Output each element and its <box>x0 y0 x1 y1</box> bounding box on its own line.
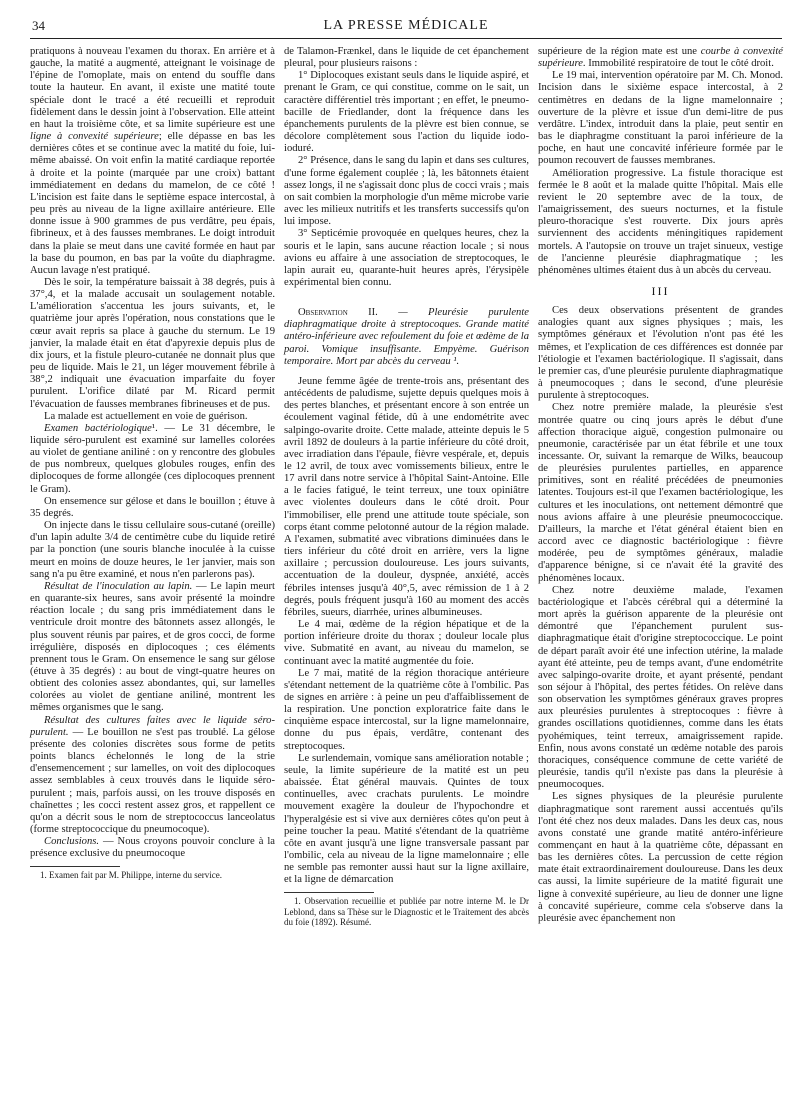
footnote-divider <box>284 892 374 893</box>
paragraph: Chez notre deuxième malade, l'examen bactériologique et l'abcès cérébral qui a déterminé la mort après la guérison apparente de la pleurésie ont démontré que l'épanchement purulent sus-diaphragmatique était d'origine streptococcique. Le point de départ paraît avoir été une infection utérine, la malade ayant été atteinte, peu de temps avant, d'une endométrite avec salpingo-ovarite droite, et ayant présenté, pendant son séjour à l'hôpital, des pertes fétides. On relève dans son observation les symptômes généraux graves propres aux pleurésies purulentes à streptocoques : fièvre à grandes oscillations quotidiennes, comme dans les états pyohémiques, teint terreux, amaigrissement rapide. Enfin, nous avons constaté un œdème notable des parois thoraciques, conséquence commune de cette variété de pleurésie, tandis qu'il n'existe pas dans la pleurésie à pneumocoques. <box>538 584 783 791</box>
paragraph: Le 7 mai, matité de la région thoracique antérieure s'étendant nettement de la quatrième côte à l'ombilic. Pas de signes en arrière : à peine un peu d'affaiblissement de la respiration. Une ponction exploratrice faite dans le cinquième espace intercostal, sur la ligne mamelonnaire, donne du pus épais, verdâtre, contenant des streptocoques. <box>284 667 529 752</box>
paragraph: supérieure de la région mate est une courbe à convexité supérieure. Immobilité respiratoire de tout le côté droit. <box>538 46 783 70</box>
paragraph: La malade est actuellement en voie de guérison. <box>44 410 248 422</box>
paragraph: Ces deux observations présentent de grandes analogies quant aux signes physiques ; mais, les symptômes généraux et l'évolution n'ont pas été les mêmes, et l'explication de ces différences est donnée par l'étiologie et l'examen bactériologique. Il s'agissait, dans le premier cas, d'une pleurésie purulente diaphragmatique à pneumocoques ; dans le second, d'une pleurésie purulente à streptocoques. <box>538 305 783 402</box>
paragraph: Examen bactériologique¹. — Le 31 décembre, le liquide séro-purulent est examiné sur lamelles colorées au violet de gentiane aniliné : on y rencontre des globules de pus nombreux, quelques globules rouges, enfin des diplocoques de forme allongée (ces diplocoques prennent le Gram). <box>30 422 275 495</box>
paragraph: pratiquons à nouveau l'examen du thorax. En arrière et à gauche, la matité a augmenté, atteignant le voisinage de l'épine de l'omoplate, mais on entend du souffle dans toute la hauteur. En avant, il existe une matité toute spéciale dont le tracé a été recueilli et reproduit fidèlement dans le dessin joint à l'observation. Elle atteint en haut la troisième côte, et sa limite supérieure est une ligne à convexité supérieure; elle dépasse en bas les dernières côtes et se continue avec la matité du foie, lui-même abaissé. On voit enfin la matité cardiaque reportée à droite et la pointe (marquée par une croix) battant immédiatement en dedans du mamelon, de ce côté ! L'incision est faite dans le septième espace intercostal, à peu près au niveau de la ligne axillaire antérieure. Elle donne issue à 900 grammes de pus verdâtre, peu épais, fibrineux, et à des fausses membranes. Le doigt introduit dans la plaie se meut dans une cavité formée en haut par la base du poumon, en bas par la voûte du diaphragme. Aucun lavage n'est pratiqué. <box>30 46 275 276</box>
paragraph: de Talamon-Frænkel, dans le liquide de cet épanchement pleural, pour plusieurs raisons : <box>284 46 529 70</box>
column-left <box>30 46 275 881</box>
journal-title: LA PRESSE MÉDICALE <box>323 18 489 33</box>
paragraph: On injecte dans le tissu cellulaire sous-cutané (oreille) d'un lapin adulte 3/4 de centimètre cube du liquide retiré par la ponction (une souris blanche inoculée à la cuisse meurt en moins de douze heures, le 1er janvier, mais son sang n'a pu être examiné, et nous n'en parlerons pas). <box>30 520 275 580</box>
paragraph: Les signes physiques de la pleurésie purulente diaphragmatique sont rarement aussi accentués qu'ils l'ont été chez nos deux malades. Dans les deux cas, nous avons constaté une grande matité antéro-inférieure commençant en haut à la quatrième côte, dépassant en bas les dernières côtes. La percussion de cette région mate était extraordinairement douloureuse. Dans les deux cas aussi, la limite supérieure de la matité figurait une ligne à convexité supérieure, au lieu de donner une ligne à concavité supérieure, comme cela s'observe dans la pleurésie avec épanchement non <box>538 791 783 924</box>
paragraph: Le surlendemain, vomique sans amélioration notable ; seule, la limite supérieure de la matité est un peu abaissée. État général mauvais. Quintes de toux continuelles, avec crachats purulents. Le moindre mouvement exagère la douleur de l'hypochondre et l'hyperalgésie est si vive aux dernières côtes qu'on peut à peine toucher la peau. Matité s'étendant de la quatrième côte en avant jusqu'à une ligne transversale passant par l'ombilic, cela au niveau de la ligne mamelonnaire ; elle ne semble pas remonter aussi haut sur la ligne axillaire, et la ligne de démarcation <box>284 752 529 886</box>
paragraph: Résultat de l'inoculation au lapin. — Le lapin meurt en quarante-six heures, sans avoir présenté la moindre réaction locale ; du sang pris immédiatement dans le ventricule droit montre des bâtonnets assez allongés, le plus souvent réunis par paires, et de gros cocci, de forme irrégulière, disposés en diplocoques ; ces éléments prennent tous le Gram. On ensemence le sang sur gélose (étuve à 35 degrés) : au bout de vingt-quatre heures on obtient des colonies assez abondantes, qui, sur lamelles colorées au violet de gentiane aniliné, montrent les mêmes organismes que le sang. <box>30 580 275 714</box>
column-right <box>538 46 783 925</box>
paragraph: Dès le soir, la température baissait à 38 degrés, puis à 37°,4, et la malade accusait un soulagement notable. L'amélioration s'accentua les jours suivants, et, le quatrième jour après l'opération, nous constations que le cœur avait repris sa place à gauche du sternum. Le 19 janvier, la malade était en état d'apyrexie depuis plus de dix jours, et la fistule pleuro-cutanée ne donnait plus que peu de liquide. Mais le 21, un léger mouvement fébrile à 38°,2 indiquait une évacuation imparfaite du foyer purulent. L'orifice dilaté par M. Ricard permit l'évacuation de fausses membranes fibrineuses et de pus. <box>30 276 275 410</box>
footnote: 1. Examen fait par M. Philippe, interne du service. <box>40 870 222 881</box>
paragraph: 2° Présence, dans le sang du lapin et dans ses cultures, d'une forme également couplée ; là, les bâtonnets étaient assez longs, il ne s'agissait donc plus de cocci vrais ; mais on sait combien la morphologie d'un même microbe varie avec les milieux nutritifs et les transferts successifs qu'on lui impose. <box>284 155 529 228</box>
column-middle <box>284 46 529 928</box>
page-number: 34 <box>32 18 45 33</box>
paragraph: On ensemence sur gélose et dans le bouillon ; étuve à 35 degrés. <box>30 495 275 519</box>
paragraph: Le 4 mai, œdème de la région hépatique et de la portion inférieure droite du thorax ; douleur locale plus vive. Submatité en avant, au niveau du mamelon, se continuant avec la matité augmentée du foie. <box>284 619 529 667</box>
paragraph: Conclusions. — Nous croyons pouvoir conclure à la présence exclusive du pneumocoque <box>30 836 275 860</box>
paragraph: Résultat des cultures faites avec le liquide séro-purulent. — Le bouillon ne s'est pas troublé. La gélose présente des colonies discrètes sous forme de petits points blancs échelonnés le long de la strie d'ensemencement ; sur lamelles, on voit des diplocoques assez semblables à ceux trouvés dans le liquide séro-purulent ; mais, parfois aussi, on les trouve disposés en chaînettes ; les cocci restent assez gros, et rappellent ce qu'on a décrit sous le nom de streptococcus lanceolatus (forme streptococcique du pneumocoque). <box>30 714 275 835</box>
page-header <box>30 14 782 39</box>
paragraph: 3° Septicémie provoquée en quelques heures, chez la souris et le lapin, sans aucune réaction locale ; si nous avions eu affaire à une association de streptocoques, le lapin aurait eu, quarante-huit heures après, l'érysipèle expérimental bien connu. <box>284 228 529 288</box>
section-number: III <box>651 283 670 298</box>
observation-heading: Observation II. — Pleurésie purulente diaphragmatique droite à streptocoques. Grande matité antéro-inférieure avec refoulement du foie et œdème de la paroi. Vomique insuffisante. Empyème. Guérison temporaire. Mort par abcès du cerveau ¹. <box>284 307 529 367</box>
footnote-divider <box>30 866 120 867</box>
paragraph: Jeune femme âgée de trente-trois ans, présentant des antécédents de paludisme, sujette depuis quelques mois à des pertes blanches, et présentant encore à son entrée un écoulement vaginal fétide, dû à une endométrite avec salpingo-ovarite droite. Cette malade, atteinte depuis le 5 avril 1892 de douleurs à la partie inférieure du côté droit, avec irradiation dans l'épaule, fièvre vespérale, et, depuis le 12 avril, de toux avec vomissements bilieux, entre le 17 avril dans notre service à l'hôpital Saint-Antoine. Elle a le facies fatigué, le teint terreux, une toux opiniâtre avec violentes douleurs dans le côté droit. Pour l'immobiliser, elle prend une attitude toute spéciale, son corps étant comme pelotonné autour de la région malade. A l'examen, submatité avec vibrations diminuées dans le tiers inférieur du côté droit en arrière, vers la ligne axillaire ; percussion douloureuse. Les jours suivants, accentuation de la douleur, dyspnée, anxiété, accès fébriles intenses jusqu'à 40°,5, avec rémission de 1 à 2 degrés, pouls fréquent jusqu'à 160 au moment des accès fébriles, sueurs, diarrhée, urines albumineuses. <box>284 375 529 618</box>
paragraph: Chez notre première malade, la pleurésie s'est montrée quatre ou cinq jours après le début d'une affection thoracique aiguë, congestion pulmonaire ou pneumonie, caractérisée par un état fébrile et une toux incessante. Or, suivant la remarque de Wilks, beaucoup de pleurésies purulentes partielles, en apparence primitives, sont en réalité précédées de pneumonies latentes. Toujours est-il que l'examen bactériologique, les cultures et les inoculations, ont nettement démontré que nous avions affaire à une pleurésie pneumococcique. D'ailleurs, la marche et l'état général étaient bien en accord avec ce diagnostic bactériologique : fièvre modérée, peu de symptômes généraux, maladie d'apparence bénigne, si ce n'avait été la gravité des phénomènes locaux. <box>538 402 783 584</box>
paragraph: 1° Diplocoques existant seuls dans le liquide aspiré, et prenant le Gram, ce qui constitue, comme on le sait, un caractère différentiel très important ; en effet, le pneumo-bacille de Friedlander, dont la fréquence dans les épanchements purulents de la plèvre est bien connue, se décolore complètement sous l'action du liquide iodo-ioduré. <box>284 70 529 155</box>
paragraph: Amélioration progressive. La fistule thoracique est fermée le 8 août et la malade quitte l'hôpital. Mais elle revient le 20 septembre avec de la toux, de l'amaigrissement, des sueurs nocturnes, et la fistule pleuro-thoracique s'est rouverte. Dix jours après surviennent des accidents méningitiques rapidement mortels. A l'autopsie on trouve un trajet sinueux, vestige de l'ancienne pleurésie diaphragmatique ; les phénomènes ultimes étaient dus à un abcès du cerveau. <box>538 167 783 276</box>
footnote: 1. Observation recueillie et publiée par notre interne M. le Dr Leblond, dans sa Thèse sur le Diagnostic et le Traitement des abcès du foie (1892). Résumé. <box>284 896 529 928</box>
paragraph: Le 19 mai, intervention opératoire par M. Ch. Monod. Incision dans le sixième espace intercostal, à 2 centimètres en dedans de la ligne mamelonnaire ; ouverture de la plèvre et issue d'un demi-litre de pus verdâtre. L'index, introduit dans la plaie, peut sentir en bas le diaphragme constituant la paroi inférieure de la poche, en haut une concavité inférieure formée par le poumon recouvert de fausses membranes. <box>538 70 783 167</box>
